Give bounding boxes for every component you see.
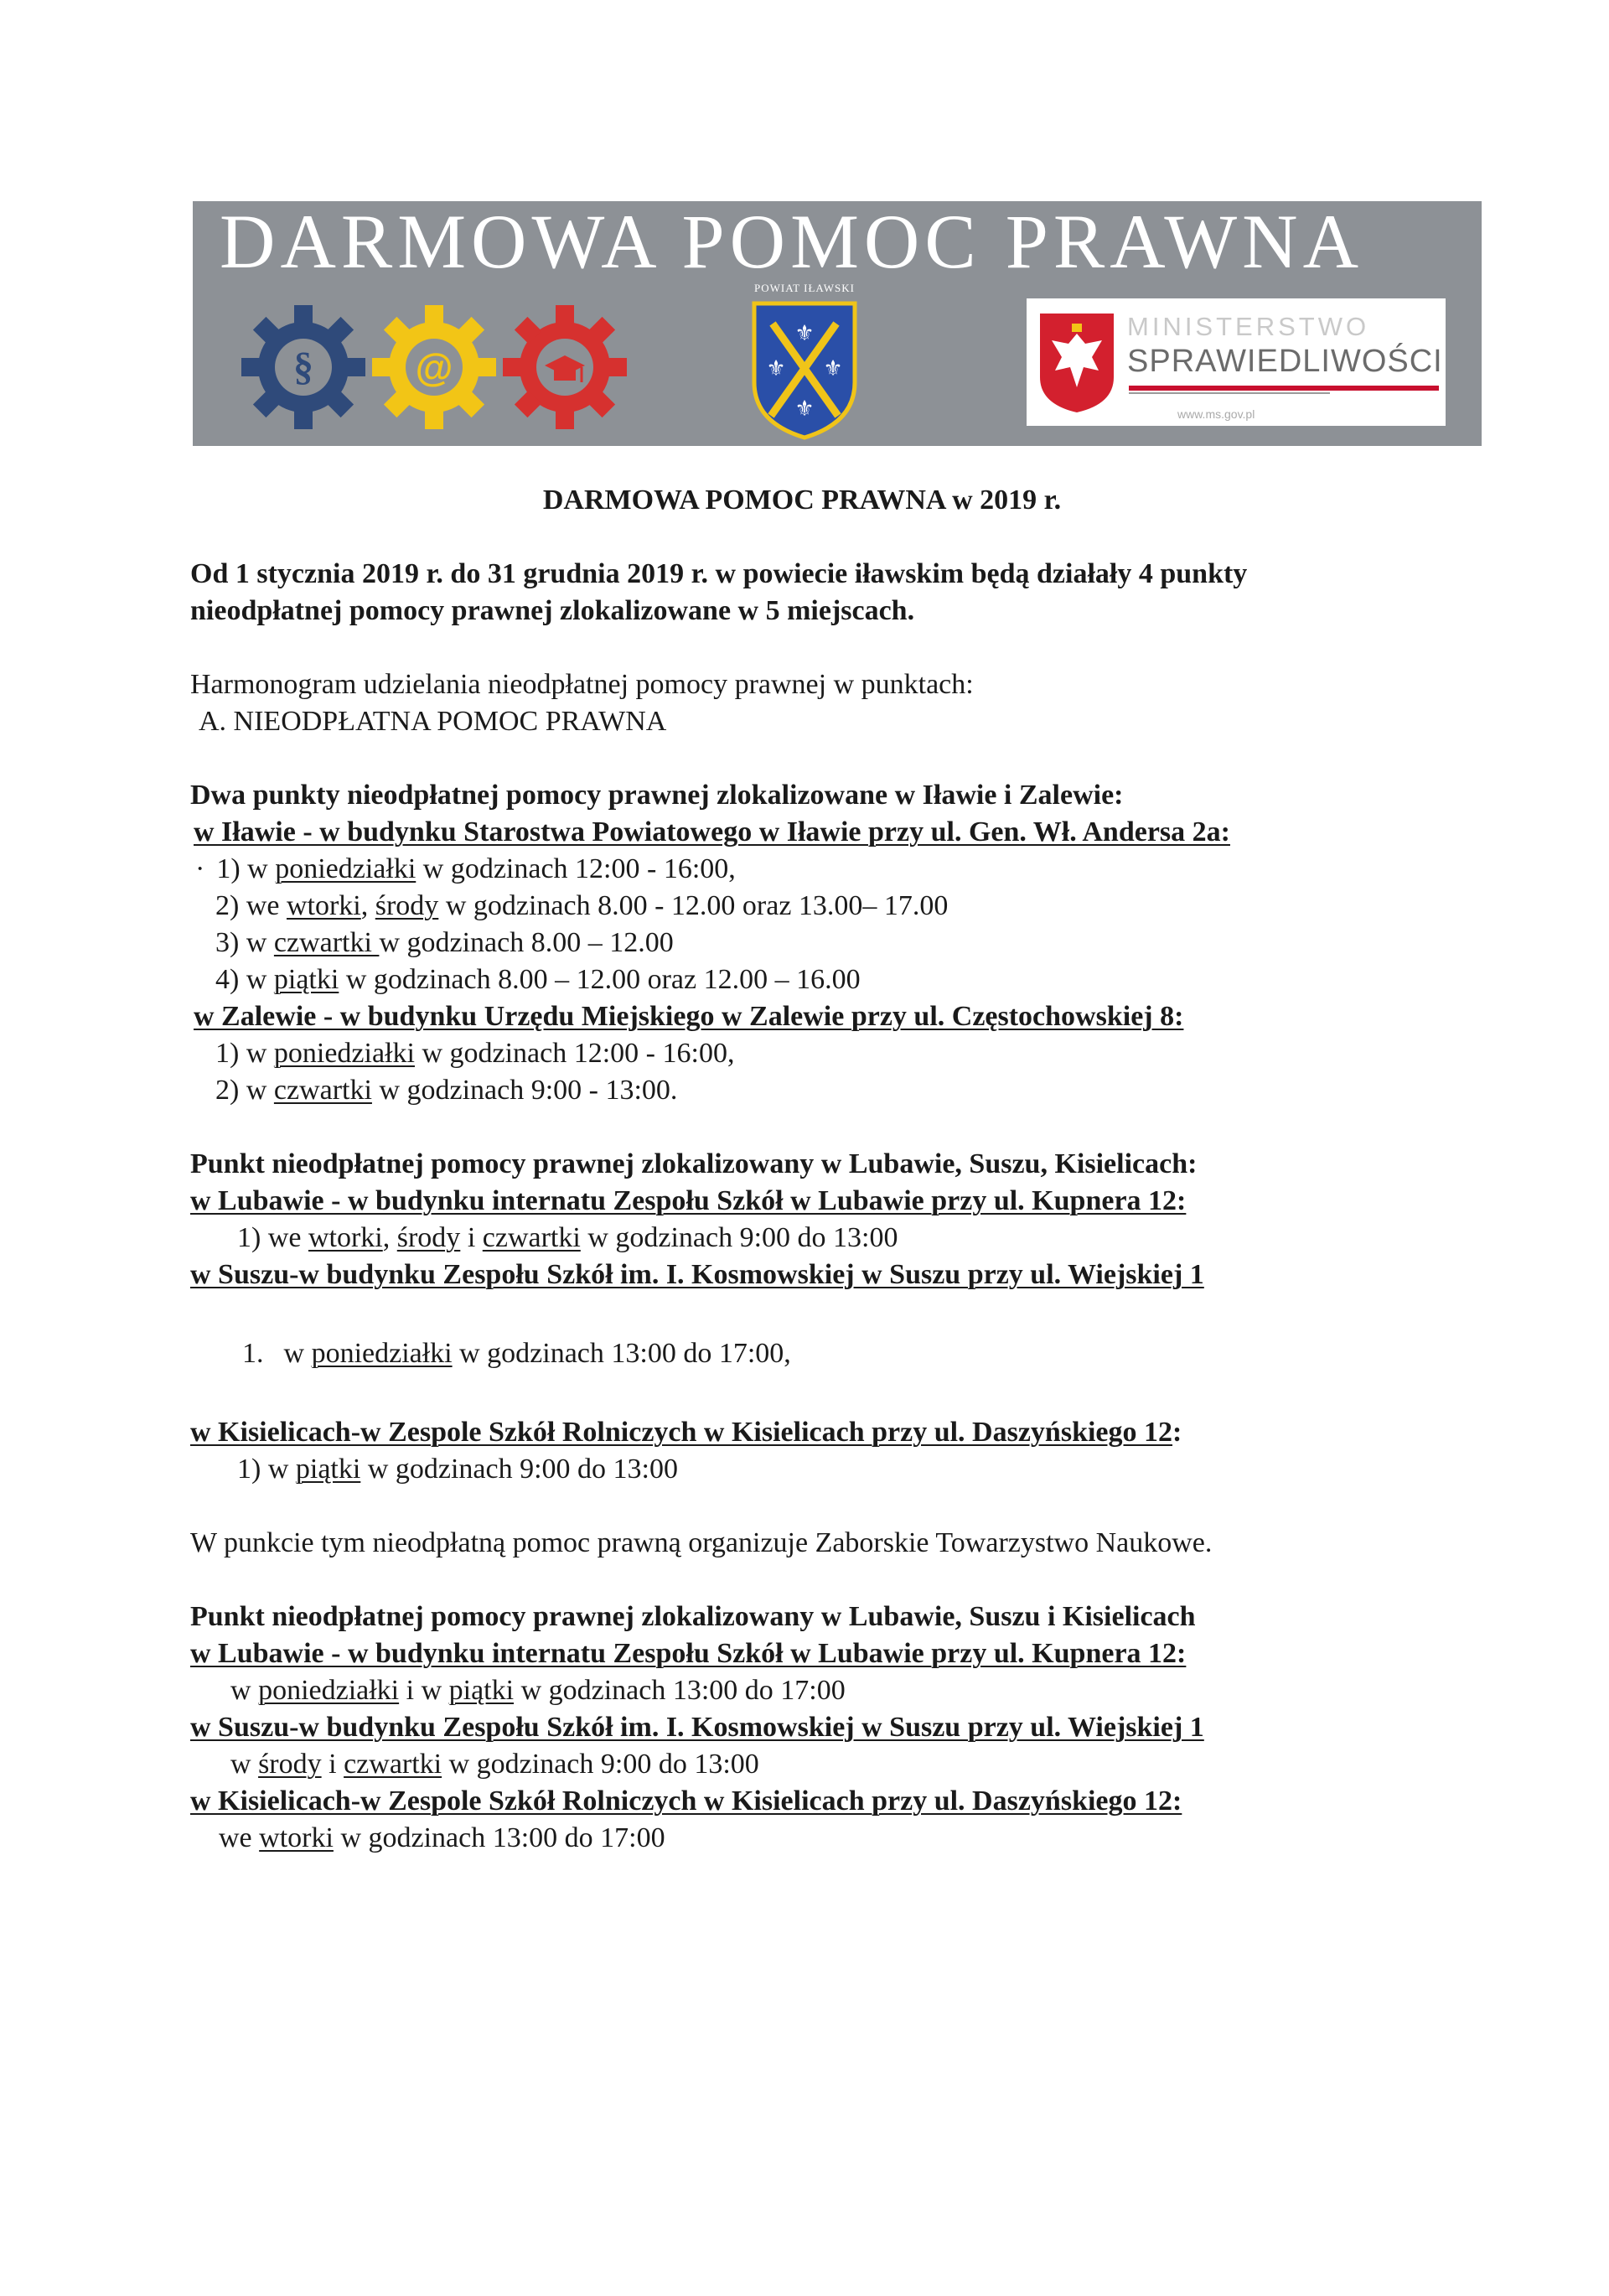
at-sign-gear-icon: [372, 305, 496, 429]
schedule-line: 3) w czwartki w godzinach 8.00 – 12.00: [215, 927, 674, 958]
schedule-line: · 1) w poniedziałki w godzinach 12:00 - 16:00,: [195, 853, 736, 884]
gears-graphic: [235, 293, 637, 436]
section-2-location-kisielice: w Kisielicach-w Zespole Szkół Rolniczych w Kisielicach przy ul. Daszyńskiego 12:: [190, 1417, 1182, 1448]
section-1-header: Dwa punkty nieodpłatnej pomocy prawnej zlokalizowane w Iławie i Zalewie:: [190, 780, 1124, 811]
ministry-line1: MINISTERSTWO: [1127, 312, 1370, 341]
ministry-url: www.ms.gov.pl: [1177, 407, 1255, 421]
shield-icon: [721, 282, 888, 443]
svg-text:@: @: [415, 345, 453, 389]
schedule-line: 1) we wtorki, środy i czwartki w godzinach 9:00 do 13:00: [237, 1222, 898, 1253]
schedule-line: 2) we wtorki, środy w godzinach 8.00 - 12.00 oraz 13.00– 17.00: [215, 890, 949, 921]
schedule-line: w środy i czwartki w godzinach 9:00 do 13:00: [230, 1749, 759, 1780]
schedule-line: we wtorki w godzinach 13:00 do 17:00: [219, 1822, 665, 1853]
section-3-location-kisielice: w Kisielicach-w Zespole Szkół Rolniczych w Kisielicach przy ul. Daszyńskiego 12:: [190, 1785, 1182, 1817]
schedule-line: w poniedziałki i w piątki w godzinach 13:00 do 17:00: [230, 1675, 846, 1706]
svg-text:§: §: [293, 345, 313, 389]
schedule-line: 1) w piątki w godzinach 9:00 do 13:00: [237, 1454, 678, 1485]
section-a-title: A. NIEODPŁATNA POMOC PRAWNA: [199, 706, 667, 737]
svg-text:⚜: ⚜: [794, 321, 815, 346]
schedule-line: 1. w poniedziałki w godzinach 13:00 do 17:00,: [242, 1338, 791, 1369]
harmonogram-line: Harmonogram udzielania nieodpłatnej pomocy prawnej w punktach:: [190, 669, 974, 700]
section-2-location-susz: w Suszu-w budynku Zespołu Szkół im. I. Kosmowskiej w Suszu przy ul. Wiejskiej 1: [190, 1259, 1204, 1290]
section-3-header: Punkt nieodpłatnej pomocy prawnej zlokalizowany w Lubawie, Suszu i Kisielicach: [190, 1601, 1196, 1632]
ministry-line2: SPRAWIEDLIWOŚCI: [1127, 344, 1443, 379]
svg-text:⚜: ⚜: [766, 356, 786, 381]
schedule-line: 4) w piątki w godzinach 8.00 – 12.00 oraz 12.00 – 16.00: [215, 964, 861, 995]
ministry-logo: [1027, 298, 1446, 426]
schedule-line: 2) w czwartki w godzinach 9:00 - 13:00.: [215, 1075, 678, 1106]
banner-title: DARMOWA POMOC PRAWNA: [220, 199, 1364, 284]
paragraph-gear-icon: [241, 305, 365, 429]
section-1-location-zalewo: w Zalewie - w budynku Urzędu Miejskiego w Zalewie przy ul. Częstochowskiej 8:: [194, 1001, 1184, 1032]
bullet-dot: ·: [195, 853, 205, 884]
schedule-line: 1) w poniedziałki w godzinach 12:00 - 16:00,: [215, 1038, 735, 1069]
section-2-header: Punkt nieodpłatnej pomocy prawnej zlokalizowany w Lubawie, Suszu, Kisielicach:: [190, 1148, 1198, 1179]
section-1-location-ilawa: w Iławie - w budynku Starostwa Powiatowego w Iławie przy ul. Gen. Wł. Andersa 2a:: [194, 816, 1230, 847]
document-heading: DARMOWA POMOC PRAWNA w 2019 r.: [542, 485, 1062, 516]
graduation-cap-gear-icon: [503, 305, 627, 429]
eagle-emblem-icon: [1037, 310, 1117, 414]
section-2-location-lubawa: w Lubawie - w budynku internatu Zespołu Szkół w Lubawie przy ul. Kupnera 12:: [190, 1185, 1187, 1216]
svg-text:⚜: ⚜: [823, 356, 843, 381]
ministry-gray-line: [1129, 392, 1330, 394]
section-3-location-lubawa: w Lubawie - w budynku internatu Zespołu Szkół w Lubawie przy ul. Kupnera 12:: [190, 1638, 1187, 1669]
svg-text:⚜: ⚜: [794, 396, 815, 422]
document-body: [190, 482, 1447, 1857]
ministry-red-line: [1129, 386, 1439, 391]
organizer-note: W punkcie tym nieodpłatną pomoc prawną organizuje Zaborskie Towarzystwo Naukowe.: [190, 1527, 1213, 1558]
crest-label: POWIAT IŁAWSKI: [754, 282, 855, 294]
intro-line-2: nieodpłatnej pomocy prawnej zlokalizowane w 5 miejscach.: [190, 595, 915, 626]
county-crest: [721, 282, 888, 443]
intro-line-1: Od 1 stycznia 2019 r. do 31 grudnia 2019 r. w powiecie iławskim będą działały 4 punkty: [190, 558, 1248, 589]
section-3-location-susz: w Suszu-w budynku Zespołu Szkół im. I. Kosmowskiej w Suszu przy ul. Wiejskiej 1: [190, 1712, 1204, 1743]
header-banner: [193, 201, 1482, 446]
